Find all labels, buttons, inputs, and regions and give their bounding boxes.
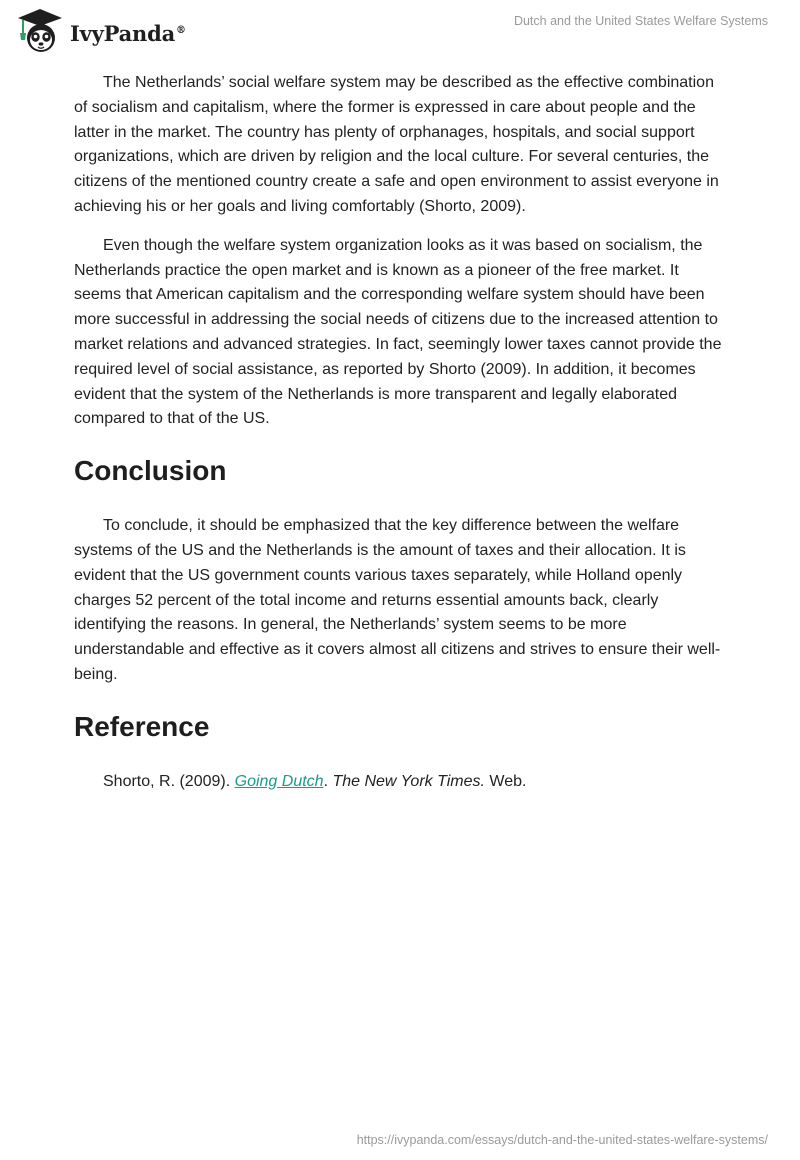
- reference-heading: Reference: [74, 710, 210, 742]
- reference-separator: .: [323, 772, 333, 790]
- ivypanda-logo[interactable]: [14, 7, 186, 55]
- paragraph-1: The Netherlands’ social welfare system may be described as the effective combination of socialism and capitalism, where the former is expressed in care about people and the latter in the market. The country has plenty of orphanages, hospitals, and social support organizations, which are driven by religion and the local culture. For several centuries, the citizens of the mentioned country create a safe and open environment to assist everyone in achieving his or her goals and living comfortably (Shorto, 2009).: [74, 74, 719, 215]
- reference-link[interactable]: Going Dutch: [234, 772, 324, 790]
- reference-author: Shorto, R. (2009).: [103, 772, 235, 790]
- paragraph-2: Even though the welfare system organization looks as it was based on socialism, the Netherlands practice the open market and is known as a pioneer of the free market. It seems that American capitalism and the corresponding welfare system should have been more successful in addressing the social needs of citizens due to the increased attention to market relations and advanced strategies. In fact, seemingly lower taxes cannot provide the required level of social assistance, as reported by Shorto (2009). In addition, it becomes evident that the system of the Netherlands is more transparent and legally elaborated compared to that of the US.: [74, 236, 722, 428]
- conclusion-heading: Conclusion: [74, 455, 227, 487]
- reference-source: The New York Times.: [332, 772, 485, 790]
- logo-text: IvyPanda®: [70, 20, 186, 46]
- panda-graduate-icon: [14, 7, 66, 55]
- essay-body: [74, 71, 726, 795]
- reference-entry: [74, 770, 726, 795]
- footer-url[interactable]: https://ivypanda.com/essays/dutch-and-the-united-states-welfare-systems/: [356, 1133, 768, 1147]
- conclusion-paragraph: To conclude, it should be emphasized that the key difference between the welfare systems of the US and the Netherlands is the amount of taxes and their allocation. It is evident that the US government counts various taxes separately, while Holland openly charges 52 percent of the total income and returns essential amounts back, clearly identifying the reasons. In general, the Netherlands’ system seems to be more understandable and effective as it covers almost all citizens and strives to ensure their well-being.: [74, 517, 721, 683]
- running-title: Dutch and the United States Welfare Systems: [513, 14, 768, 28]
- page-header: [0, 0, 800, 60]
- registered-mark: ®: [176, 24, 186, 36]
- reference-suffix: Web.: [484, 772, 527, 790]
